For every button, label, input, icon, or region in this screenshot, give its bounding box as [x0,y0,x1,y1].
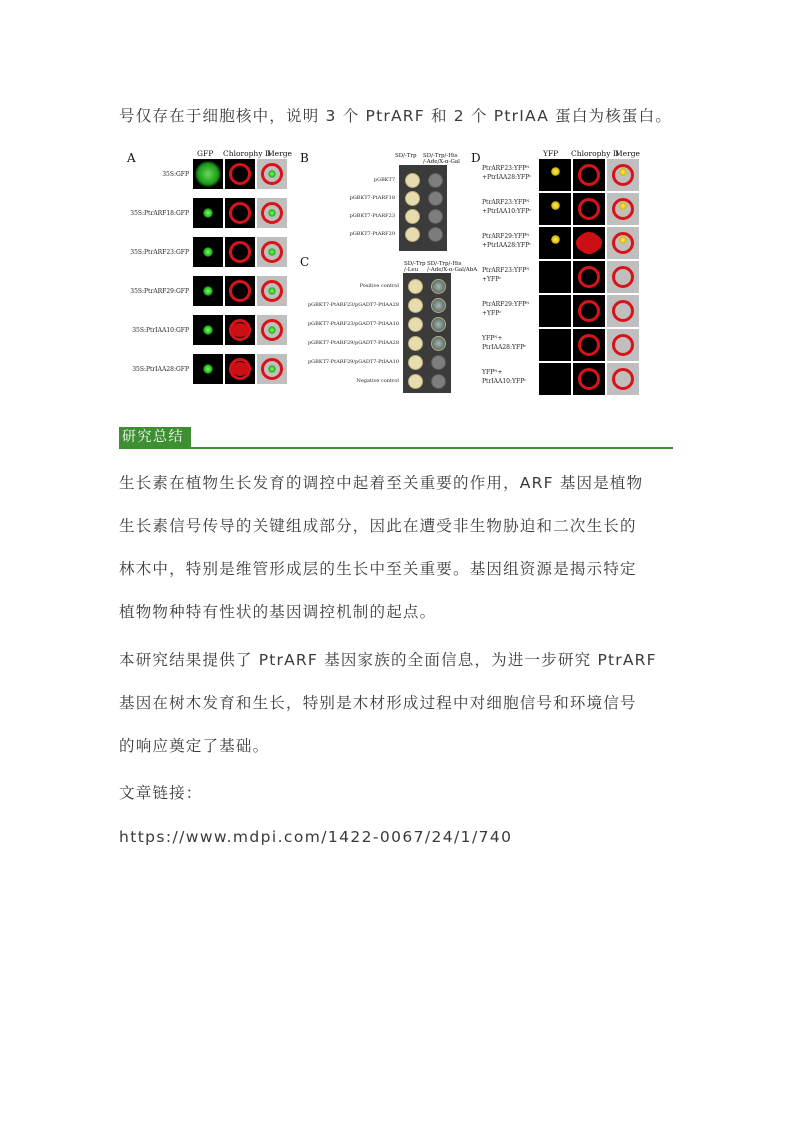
merge-signal [619,236,627,244]
panel-b-dish-sd [405,227,420,242]
section-heading [119,427,673,449]
panel-c-dish-select [431,374,446,389]
panel-a-row-label: 35S:PtrIAA28:GFP [132,366,189,373]
panel-d-merge-cell [607,159,639,191]
panel-a-gfp-cell [193,276,223,306]
panel-d-yfp-cell [539,227,571,259]
gfp-signal [203,286,213,296]
panel-d-row-label-2: +PtrIAA28:YFPᶜ [482,242,532,249]
para1-line-3: 林木中，特别是维管形成层的生长中至关重要。基因组资源是揭示特定 [119,560,637,578]
panel-d-row-label-2: +YFPᶜ [482,310,502,317]
panel-d-chl-cell [573,159,605,191]
chl-blob [231,323,249,337]
panel-c-letter: C [300,255,310,269]
section-rule [119,447,673,449]
panel-c-dish-select [431,317,446,332]
panel-a-chl-cell [225,354,255,384]
panel-a-merge-cell [257,237,287,267]
panel-a-header-chl: Chlorophy II [223,149,271,158]
panel-a-row-label: 35S:GFP [162,171,189,178]
panel-a-gfp-cell [193,237,223,267]
merge-signal [619,168,627,176]
chl-blob [231,362,249,376]
panel-c-dish-sd [408,355,423,370]
panel-a-chl-cell [225,159,255,189]
merge-signal [268,365,276,373]
panel-d-yfp-cell [539,329,571,361]
panel-d-row-label-1: YFPᴺ+ [482,335,503,342]
figure-image [119,145,675,397]
intro-text-line: 号仅存在于细胞核中，说明 3 个 PtrARF 和 2 个 PtrIAA 蛋白为核蛋白。 [119,107,673,125]
chl-ring [578,334,600,356]
panel-b-dish-select [428,227,443,242]
panel-d-row-label-2: PtrIAA28:YFPᶜ [482,344,527,351]
panel-a-merge-cell [257,354,287,384]
panel-a-row-label: 35S:PtrARF29:GFP [130,288,189,295]
chl-ring [229,202,251,224]
panel-d-merge-cell [607,295,639,327]
panel-d-merge-cell [607,363,639,395]
panel-c-row-label: pGBKT7-PtARF29/pGADT7-PtIAA28 [307,340,399,346]
panel-a-merge-cell [257,159,287,189]
article-link-label: 文章链接： [119,784,203,802]
chl-ring [578,198,600,220]
panel-d-yfp-cell [539,193,571,225]
panel-a-merge-cell [257,315,287,345]
panel-a-merge-cell [257,276,287,306]
gfp-signal [203,325,213,335]
chl-ring [578,266,600,288]
panel-b-header-1: SD/-Trp [395,153,417,159]
panel-a-chl-cell [225,237,255,267]
panel-c-row-label: pGBKT7-PtARF23/pGADT7-PtIAA10 [307,321,399,327]
panel-d-chl-cell [573,329,605,361]
panel-b-row-label: pGBKT7-PtARF29 [349,231,395,237]
merge-signal [268,248,276,256]
para2-line-1: 本研究结果提供了 PtrARF 基因家族的全面信息，为进一步研究 PtrARF [119,651,657,669]
panel-d-merge-cell [607,261,639,293]
merge-signal [268,170,276,178]
panel-d-merge-cell [607,227,639,259]
panel-a-letter: A [127,151,136,165]
chl-ring [229,241,251,263]
panel-a-gfp-cell [193,198,223,228]
panel-b-row-label: pGBKT7-PtARF23 [349,213,395,219]
panel-d-letter: D [471,151,481,165]
panel-d-chl-cell [573,295,605,327]
panel-d-row-label-1: PtrARF29:YFPᴺ [482,233,530,240]
panel-a-row-label: 35S:PtrIAA10:GFP [132,327,189,334]
merge-ring [612,300,634,322]
panel-d-yfp-cell [539,261,571,293]
panel-c-header-2: SD/-Trp/-His /-Ade/X-α-Gal/AbA [427,261,478,273]
panel-a-merge-cell [257,198,287,228]
merge-signal [619,202,627,210]
article-link-url[interactable]: https://www.mdpi.com/1422-0067/24/1/740 [119,828,513,846]
merge-signal [268,326,276,334]
chl-ring [578,300,600,322]
chl-ring [229,163,251,185]
panel-b-dish-select [428,209,443,224]
gfp-signal [203,208,213,218]
panel-d-row-label-2: +YFPᶜ [482,276,502,283]
panel-d-chl-cell [573,193,605,225]
panel-c-row-label: pGBKT7-PtARF23/pGADT7-PtIAA28 [307,302,399,308]
panel-d-chl-cell [573,261,605,293]
panel-d-merge-cell [607,329,639,361]
yfp-signal [551,201,560,210]
panel-d-row-label-1: PtrARF23:YFPᴺ [482,165,530,172]
panel-d-row-label-1: YFPᴺ+ [482,369,503,376]
panel-d-header-merge: Merge [615,149,640,158]
yfp-signal [551,167,560,176]
chl-ring [578,164,600,186]
panel-c-row-label: Positive control [359,283,399,289]
merge-ring [612,368,634,390]
panel-d-chl-cell [573,363,605,395]
panel-a-chl-cell [225,315,255,345]
gfp-signal [195,161,221,187]
panel-a-chl-cell [225,276,255,306]
panel-d-chl-cell [573,227,605,259]
chl-ring [229,280,251,302]
panel-c-dish-sd [408,374,423,389]
panel-c-header-1: SD/-Trp /-Leu [404,261,426,273]
merge-signal [268,287,276,295]
panel-d-header-chl: Chlorophy II [571,149,619,158]
panel-a-row-label: 35S:PtrARF18:GFP [130,210,189,217]
panel-b-letter: B [300,151,309,165]
panel-c-dish-select [431,279,446,294]
merge-ring [612,266,634,288]
panel-b-dish-select [428,191,443,206]
panel-d-row-label-2: +PtrIAA28:YFPᶜ [482,174,532,181]
panel-c-row-label: Negative control [356,378,399,384]
panel-d-row-label-1: PtrARF23:YFPᴺ [482,199,530,206]
panel-a-gfp-cell [193,159,223,189]
panel-d-merge-cell [607,193,639,225]
para1-line-2: 生长素信号传导的关键组成部分，因此在遭受非生物胁迫和二次生长的 [119,517,637,535]
panel-a-gfp-cell [193,315,223,345]
section-title: 研究总结 [119,427,191,448]
yfp-signal [551,235,560,244]
panel-d-row-label-1: PtrARF29:YFPᴺ [482,301,530,308]
panel-c-dish-sd [408,279,423,294]
para1-line-4: 植物物种特有性状的基因调控机制的起点。 [119,603,437,621]
chl-ring [578,368,600,390]
panel-d-row-label-2: PtrIAA10:YFPᶜ [482,378,527,385]
panel-c-dish-sd [408,336,423,351]
panel-b-dish-sd [405,173,420,188]
panel-d-yfp-cell [539,363,571,395]
merge-signal [268,209,276,217]
panel-c-dish-sd [408,298,423,313]
panel-d-yfp-cell [539,159,571,191]
panel-b-dish-select [428,173,443,188]
panel-a-header-merge: Merge [267,149,292,158]
panel-d-row-label-1: PtrARF23:YFPᴺ [482,267,530,274]
panel-d-row-label-2: +PtrIAA10:YFPᶜ [482,208,532,215]
gfp-signal [203,247,213,257]
para2-line-3: 的响应奠定了基础。 [119,737,270,755]
panel-a-row-label: 35S:PtrARF23:GFP [130,249,189,256]
panel-c-dish-select [431,336,446,351]
panel-b-row-label: pGBKT7-PtARF18 [349,195,395,201]
panel-d-yfp-cell [539,295,571,327]
panel-c-dish-select [431,355,446,370]
panel-c-dish-select [431,298,446,313]
panel-c-row-label: pGBKT7-PtARF29/pGADT7-PtIAA10 [307,359,399,365]
chl-blob [576,233,602,253]
panel-a-gfp-cell [193,354,223,384]
panel-a-header-gfp: GFP [197,149,214,158]
panel-c-dish-sd [408,317,423,332]
merge-ring [612,334,634,356]
para1-line-1: 生长素在植物生长发育的调控中起着至关重要的作用，ARF 基因是植物 [119,474,644,492]
panel-a-chl-cell [225,198,255,228]
panel-b-row-label: pGBKT7 [373,177,395,183]
panel-b-header-2: SD/-Trp/-His /-Ade/X-α-Gal [423,153,460,165]
panel-d-header-yfp: YFP [543,149,559,158]
gfp-signal [203,364,213,374]
panel-b-dish-sd [405,191,420,206]
para2-line-2: 基因在树木发育和生长，特别是木材形成过程中对细胞信号和环境信号 [119,694,637,712]
panel-b-dish-sd [405,209,420,224]
